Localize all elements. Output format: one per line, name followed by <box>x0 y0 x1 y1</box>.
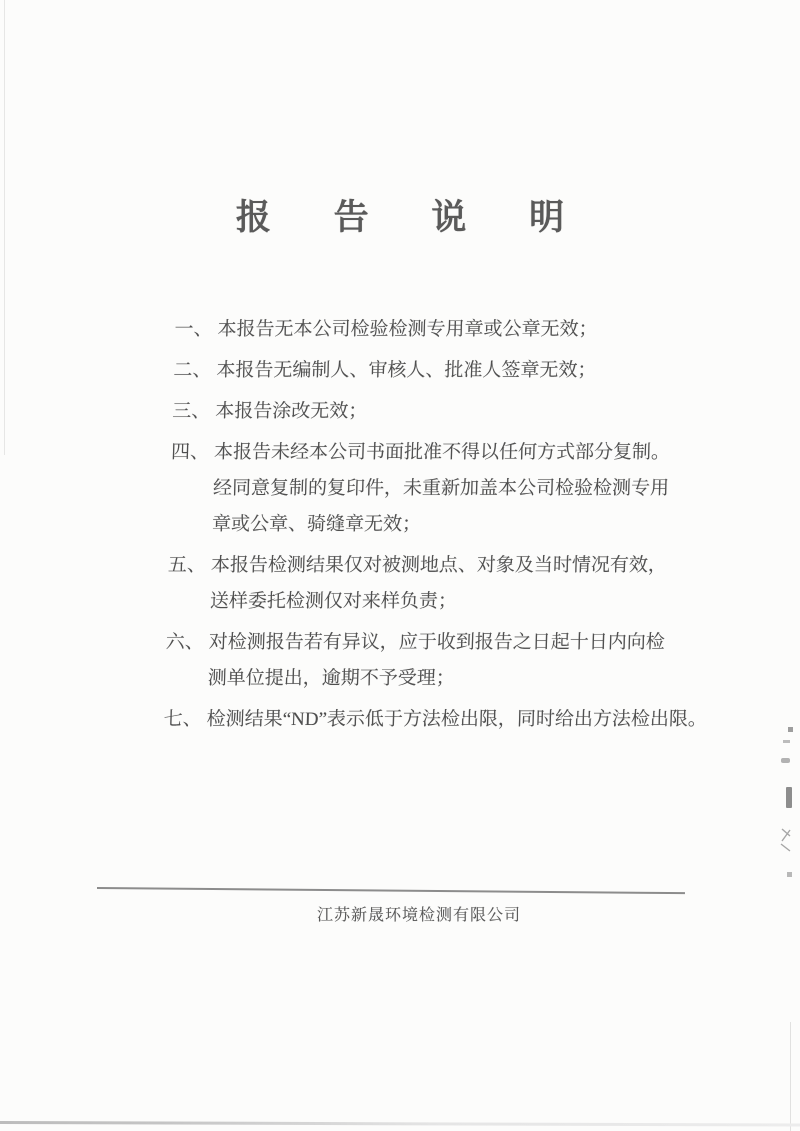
note-text: 本报告涂改无效； <box>214 401 368 422</box>
note-text: 检测结果“ND”表示低于方法检出限，同时给出方法检出限。 <box>206 709 708 730</box>
footer-divider-line <box>97 887 685 894</box>
note-marker: 一、 <box>174 319 213 340</box>
footer-company-name: 江苏新晟环境检测有限公司 <box>317 907 522 924</box>
note-text: 本报告无编制人、审核人、批准人签章无效； <box>216 360 597 381</box>
right-page-edge-line <box>790 1022 791 1131</box>
bottom-page-edge-shadow <box>0 1121 800 1127</box>
scan-artifact <box>783 740 790 743</box>
note-marker: 五、 <box>167 555 207 576</box>
note-item-3 <box>172 394 733 430</box>
note-text: 本报告未经本公司书面批准不得以任何方式部分复制。经同意复制的复印件，未重新加盖本公司检验检测专用章或公章、骑缝章无效； <box>211 442 671 535</box>
scan-artifact <box>786 787 792 808</box>
note-item-5 <box>166 548 728 620</box>
note-item-1 <box>174 312 735 348</box>
note-marker: 二、 <box>173 360 212 381</box>
left-page-edge-line <box>4 0 5 455</box>
scan-artifact <box>781 758 790 763</box>
note-marker: 四、 <box>170 442 210 463</box>
note-marker: 七、 <box>163 709 202 730</box>
note-item-6 <box>164 625 726 697</box>
scan-artifact-strokes <box>779 827 793 853</box>
notes-list <box>163 312 735 743</box>
scan-artifact <box>779 827 793 853</box>
note-item-4 <box>169 435 732 543</box>
note-item-7 <box>163 702 724 738</box>
note-text: 对检测报告若有异议，应于收到报告之日起十日内向检测单位提出，逾期不予受理； <box>207 632 666 689</box>
scan-artifact <box>788 727 793 732</box>
note-text: 本报告无本公司检验检测专用章或公章无效； <box>217 319 598 340</box>
scan-artifact <box>787 872 792 877</box>
note-item-2 <box>173 353 734 389</box>
note-marker: 六、 <box>165 632 205 653</box>
note-marker: 三、 <box>171 401 211 422</box>
page-title: 报 告 说 明 <box>235 198 592 238</box>
note-text: 本报告检测结果仅对被测地点、对象及当时情况有效，送样委托检测仅对来样负责； <box>209 555 668 612</box>
